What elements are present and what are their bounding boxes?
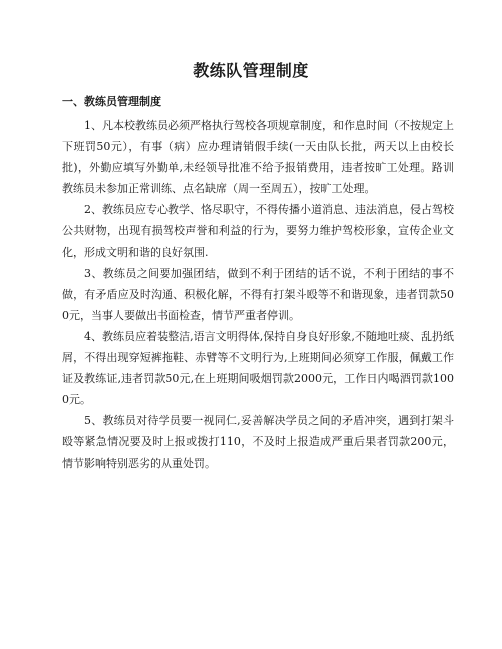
paragraph-5: 5、教练员对待学员要一视同仁,妥善解决学员之间的矛盾冲突，遇到打架斗殴等紧急情况要及时上报或拨打110，不及时上报造成严重后果者罚款200元，情节影响特别恶劣的从重处罚。 (62, 414, 454, 470)
paragraph-2: 2、教练员应专心教学、恪尽职守，不得传播小道消息、违法消息，侵占驾校公共财物，出现有损驾校声誉和利益的行为，要努力维护驾校形象，宣传企业文化，形成文明和谐的良好氛围. (62, 203, 454, 259)
paragraph-4: 4、教练员应着装整洁,语言文明得体,保持自身良好形象,不随地吐痰、乱扔纸屑，不得出现穿短裤拖鞋、赤臂等不文明行为,上班期间必须穿工作服，佩戴工作证及教练证,违者罚款50元,在上班期间吸烟罚款2000元，工作日内喝酒罚款1000元。 (62, 329, 454, 407)
section-heading: 一、教练员管理制度 (62, 95, 161, 108)
paragraph-3: 3、教练员之间要加强团结，做到不利于团结的话不说，不利于团结的事不做，有矛盾应及时沟通、积极化解，不得有打架斗殴等不和谐现象，违者罚款500元，当事人要做出书面检查，情节严重者停训。 (62, 266, 454, 322)
document-title: 教练队管理制度 (193, 61, 309, 80)
paragraph-1: 1、凡本校教练员必须严格执行驾校各项规章制度，和作息时间（不按规定上下班罚50元），有事（病）应办理请销假手续(一天由队长批，两天以上由校长批)，外勤应填写外勤单,未经领导批准不给予报销费用，违者按旷工处理。路训教练员未参加正常训练、点名缺席（周一至周五），按旷工处理。 (62, 119, 454, 196)
document-body (62, 115, 454, 474)
